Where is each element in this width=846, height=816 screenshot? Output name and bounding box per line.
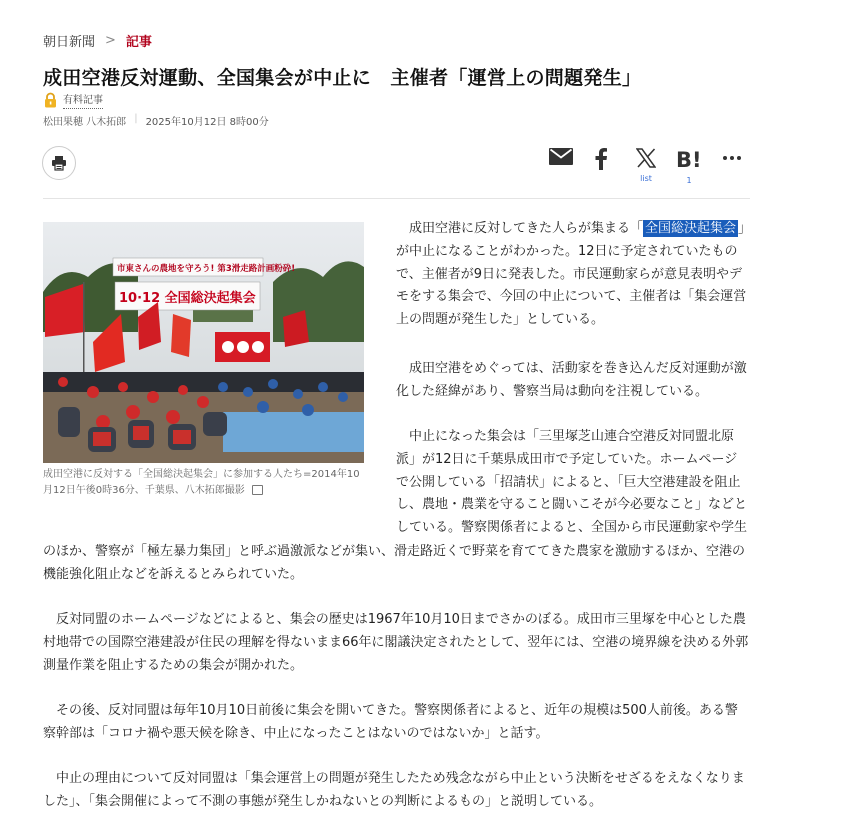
x-icon [636,148,656,168]
body-paragraph-6: 中止の理由について反対同盟は「集会運営上の問題が発生したため残念ながら中止という決断をせざるをえなくなりました」、「集会開催によって不測の事態が発生しかねないとの判断によるもの」と説明している。 [43,771,745,809]
breadcrumb-current[interactable]: 記事 [125,35,152,50]
lock-icon [43,92,58,108]
body-paragraph-5: その後、反対同盟は毎年10月10日前後に集会を開いてきた。警察関係者によると、近年の規模は500人前後。ある警察幹部は「コロナ禍や悪天候を除き、中止になったことはないのではないか」と話す。 [43,703,738,741]
byline [43,113,269,128]
body-paragraph-2: 成田空港をめぐっては、活動家を巻き込んだ反対運動が激化した経緯があり、警察当局は動向を注視している。 [396,361,747,399]
publish-date: 2025年10月12日 8時00分 [145,117,269,128]
print-button[interactable] [42,146,76,180]
premium-label[interactable]: 有料記事 [63,91,103,109]
hatena-bookmark-icon [676,148,702,170]
breadcrumb-separator: > [105,33,116,48]
photo-caption [43,467,364,499]
x-caption[interactable]: list [640,174,652,183]
header-divider [43,198,750,199]
article-photo[interactable] [43,222,364,463]
photo-caption-text: 成田空港に反対する「全国総決起集会」に参加する人たち=2014年10月12日午後0時36分、千葉県、八木拓郎撮影 [43,469,360,496]
svg-text:B!: B! [676,148,702,170]
share-mail[interactable] [549,148,573,181]
svg-text:10·12 全国総決起集会: 10·12 全国総決起集会 [119,291,256,306]
mail-icon [549,148,573,165]
hatena-caption[interactable]: 1 [686,176,692,185]
body-paragraph-3b: のほか、警察が「極左暴力集団」と呼ぶ過激派などが集い、滑走路近くで野菜を育ててきた農家を激励するほか、空港の機能強化阻止などを訴えるとみられていた。 [43,544,746,582]
breadcrumb-home-link[interactable]: 朝日新聞 [43,35,96,50]
body-paragraph-4: 反対同盟のホームページなどによると、集会の歴史は1967年10月10日までさかのぼる。成田市三里塚を中心とした農村地帯での国際空港建設が住民の理解を得ないまま66年に閣議決定されたとして、翌年には、空港の境界線を決める外郭測量作業を阻止するための集会が開かれた。 [43,612,749,673]
print-icon [51,155,67,171]
more-icon [722,148,742,168]
breadcrumb [43,31,152,50]
body-paragraph-3a: 中止になった集会は「三里塚芝山連合空港反対同盟北原派」が12日に千葉県成田市で予定していた。ホームページで公開している「招請状」によると、「巨大空港建設を阻止し、農地・農業を守ること闘いこそが今必要なこと」などとしている。警察関係者によると、全国から市民運動家や学生 [396,429,748,536]
rally-photo-image [43,222,364,463]
share-x[interactable] [636,148,656,184]
facebook-icon [594,148,608,170]
share-more[interactable] [722,148,742,184]
premium-badge [43,91,103,109]
selected-text-highlight[interactable]: 全国総決起集会 [645,221,737,236]
body-paragraph-1: 成田空港に反対してきた人らが集まる「 全国総決起集会 」が中止になることがわかった。12日に予定されていたもので、主催者が9日に発表した。市民運動家らが意見表明やデモをする集会で、今回の中止について、主催者は「集会運営上の問題が発生した」としている。 [396,221,747,328]
share-facebook[interactable] [594,148,608,186]
gallery-icon[interactable] [252,485,263,495]
article-title: 成田空港反対運動、全国集会が中止に 主催者「運営上の問題発生」 [43,67,642,89]
byline-divider: | [134,113,138,124]
author-names: 松田果穂 八木拓郎 [43,117,127,128]
svg-text:市東さんの農地を守ろう! 第3滑走路計画粉砕!: 市東さんの農地を守ろう! 第3滑走路計画粉砕! [117,264,296,274]
share-hatena[interactable] [676,148,702,186]
